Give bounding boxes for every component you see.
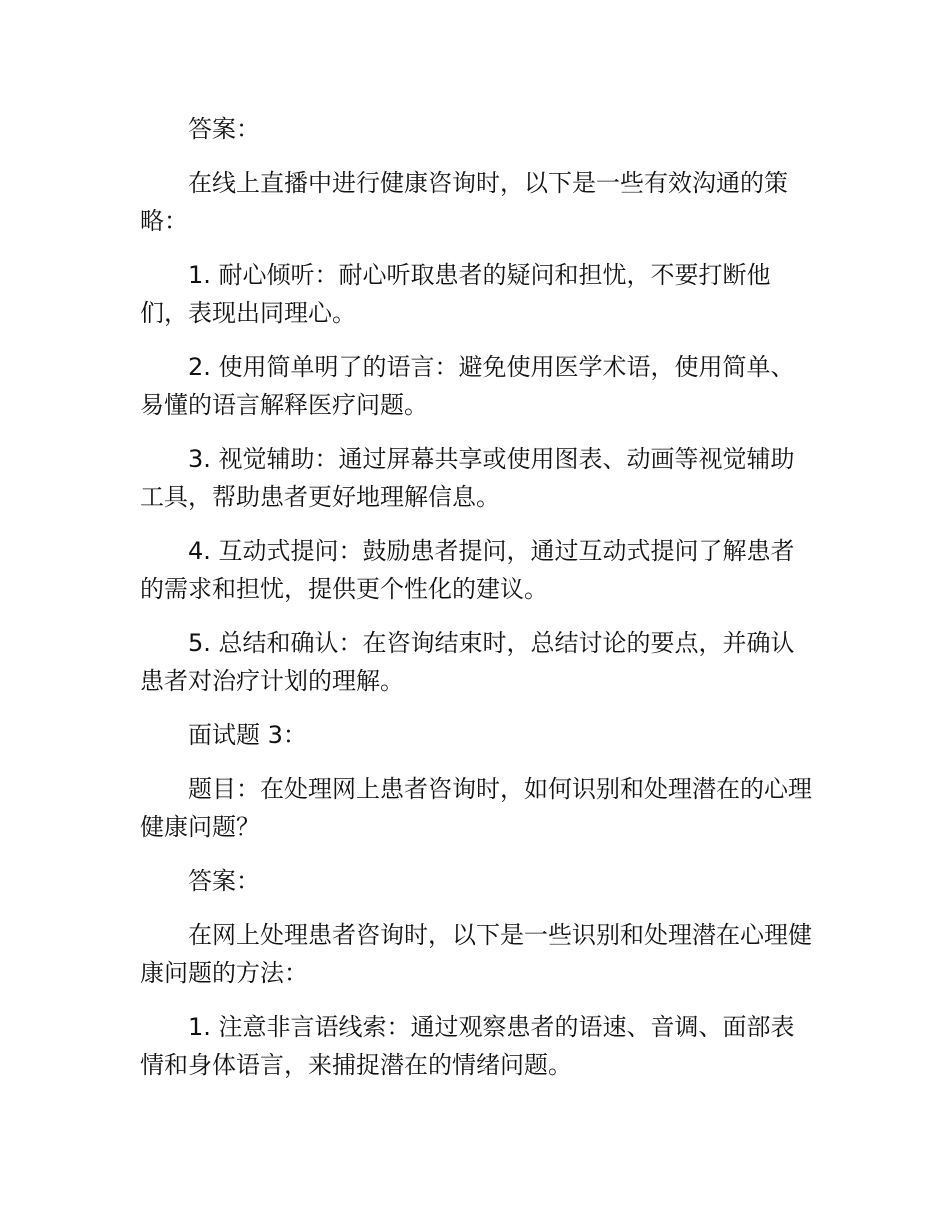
paragraph-strategy-5: 5. 总结和确认：在咨询结束时，总结讨论的要点，并确认患者对治疗计划的理解。 [140, 629, 795, 695]
document-body [140, 110, 812, 1100]
paragraph-intro-strategies: 在线上直播中进行健康咨询时，以下是一些有效沟通的策略： [140, 169, 788, 235]
paragraph-intro-methods: 在网上处理患者咨询时，以下是一些识别和处理潜在心理健康问题的方法： [140, 921, 812, 987]
paragraph-strategy-1: 1. 耐心倾听：耐心听取患者的疑问和担忧，不要打断他们，表现出同理心。 [140, 261, 771, 327]
question-text: 题目：在处理网上患者咨询时，如何识别和处理潜在的心理健康问题？ [140, 775, 812, 841]
interview-question-heading: 面试题 3： [188, 721, 307, 749]
paragraph-strategy-4: 4. 互动式提问：鼓励患者提问，通过互动式提问了解患者的需求和担忧，提供更个性化的建议。 [140, 537, 795, 603]
paragraph-method-1: 1. 注意非言语线索：通过观察患者的语速、音调、面部表情和身体语言，来捕捉潜在的情绪问题。 [140, 1013, 795, 1079]
answer-label-2: 答案： [188, 867, 260, 895]
paragraph-strategy-3: 3. 视觉辅助：通过屏幕共享或使用图表、动画等视觉辅助工具，帮助患者更好地理解信息。 [140, 445, 795, 511]
answer-label: 答案： [188, 115, 260, 143]
paragraph-strategy-2: 2. 使用简单明了的语言：避免使用医学术语，使用简单、易懂的语言解释医疗问题。 [140, 353, 795, 419]
